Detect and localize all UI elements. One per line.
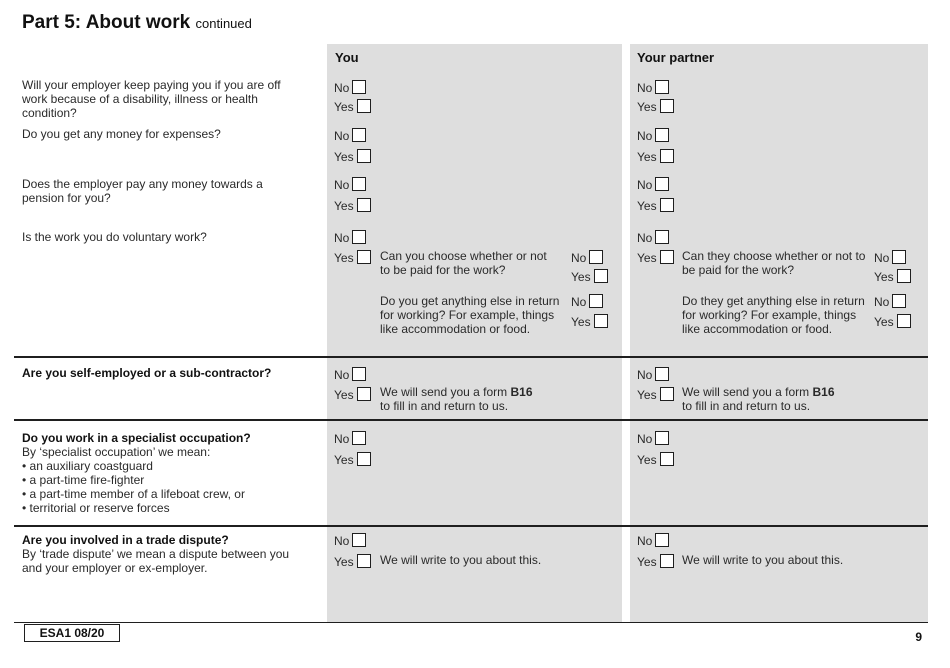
partner-column-header: Your partner [637,50,715,65]
q4a-you-yes[interactable]: Yes [571,269,608,284]
q3-you-yes[interactable]: Yes [334,198,371,213]
checkbox[interactable] [352,128,366,142]
partner-choose-paid-question: Can they choose whether or not to be paid for the work? [682,249,866,277]
section-divider [14,525,928,527]
question-specialist-title: Do you work in a specialist occupation? [22,431,251,445]
q1-partner-no[interactable]: No [637,80,669,95]
you-anything-else-question: Do you get anything else in return for working? For example, things like accommodation or food. [380,294,560,336]
page-title [22,12,252,34]
specialist-list [22,459,312,515]
page-title-text: Part 5: About work [22,12,191,33]
checkbox[interactable] [589,250,603,264]
q7-partner-yes[interactable]: Yes [637,554,674,569]
checkbox[interactable] [655,128,669,142]
q3-you-no[interactable]: No [334,177,366,192]
q7-you-no[interactable]: No [334,533,366,548]
checkbox[interactable] [357,149,371,163]
you-choose-paid-question: Can you choose whether or not to be paid for the work? [380,249,547,277]
page-number: 9 [915,630,922,644]
question-voluntary: Is the work you do voluntary work? [22,230,207,244]
checkbox[interactable] [897,269,911,283]
checkbox[interactable] [660,554,674,568]
checkbox[interactable] [655,230,669,244]
checkbox[interactable] [655,177,669,191]
form-code: ESA1 08/20 [24,624,120,642]
checkbox[interactable] [352,177,366,191]
q4-partner-yes[interactable]: Yes [637,250,674,265]
checkbox[interactable] [357,99,371,113]
checkbox[interactable] [655,367,669,381]
q5-you-yes[interactable]: Yes [334,387,371,402]
q4b-you-yes[interactable]: Yes [571,314,608,329]
checkbox[interactable] [589,294,603,308]
checkbox[interactable] [660,452,674,466]
checkbox[interactable] [660,198,674,212]
question-keep-paying: Will your employer keep paying you if you are off work because of a disability, illness or health condition? [22,78,281,120]
question-trade-dispute-text: By ‘trade dispute’ we mean a dispute between you and your employer or ex-employer. [22,547,290,575]
q6-you-yes[interactable]: Yes [334,452,371,467]
q4a-partner-yes[interactable]: Yes [874,269,911,284]
checkbox[interactable] [357,452,371,466]
q5-you-no[interactable]: No [334,367,366,382]
partner-b16-note: We will send you a form B16 to fill in and return to us. [682,385,835,413]
checkbox[interactable] [352,80,366,94]
checkbox[interactable] [352,533,366,547]
checkbox[interactable] [655,533,669,547]
you-column-header: You [335,50,359,65]
checkbox[interactable] [655,431,669,445]
checkbox[interactable] [352,367,366,381]
checkbox[interactable] [660,149,674,163]
checkbox[interactable] [892,250,906,264]
checkbox[interactable] [660,387,674,401]
checkbox[interactable] [357,250,371,264]
q5-partner-yes[interactable]: Yes [637,387,674,402]
checkbox[interactable] [352,431,366,445]
q1-you-no[interactable]: No [334,80,366,95]
partner-dispute-note: We will write to you about this. [682,553,844,567]
you-b16-note: We will send you a form B16 to fill in and return to us. [380,385,533,413]
checkbox[interactable] [357,554,371,568]
list-item: • a part-time fire-fighter [22,473,312,487]
question-pension: Does the employer pay any money towards a pension for you? [22,177,263,205]
q1-you-yes[interactable]: Yes [334,99,371,114]
q7-you-yes[interactable]: Yes [334,554,371,569]
question-self-employed: Are you self-employed or a sub-contractor? [22,366,272,380]
list-item: • an auxiliary coastguard [22,459,312,473]
list-item: • a part-time member of a lifeboat crew, or [22,487,312,501]
q4-partner-no[interactable]: No [637,230,669,245]
checkbox[interactable] [655,80,669,94]
checkbox[interactable] [594,314,608,328]
q4b-partner-no[interactable]: No [874,294,906,309]
question-trade-dispute-title: Are you involved in a trade dispute? [22,533,229,547]
bottom-rule [14,622,928,623]
question-trade-dispute [22,533,312,575]
q3-partner-no[interactable]: No [637,177,669,192]
question-specialist-intro: By ‘specialist occupation’ we mean: [22,445,211,459]
list-item: • territorial or reserve forces [22,501,312,515]
checkbox[interactable] [892,294,906,308]
question-expenses: Do you get any money for expenses? [22,127,221,141]
checkbox[interactable] [897,314,911,328]
q2-partner-yes[interactable]: Yes [637,149,674,164]
q6-you-no[interactable]: No [334,431,366,446]
q3-partner-yes[interactable]: Yes [637,198,674,213]
section-divider [14,419,928,421]
q5-partner-no[interactable]: No [637,367,669,382]
q6-partner-yes[interactable]: Yes [637,452,674,467]
q4a-partner-no[interactable]: No [874,250,906,265]
checkbox[interactable] [352,230,366,244]
checkbox[interactable] [660,250,674,264]
q7-partner-no[interactable]: No [637,533,669,548]
checkbox[interactable] [594,269,608,283]
q2-you-no[interactable]: No [334,128,366,143]
q6-partner-no[interactable]: No [637,431,669,446]
section-divider [14,356,928,358]
q1-partner-yes[interactable]: Yes [637,99,674,114]
partner-anything-else-question: Do they get anything else in return for working? For example, things like accommodation or food. [682,294,865,336]
q4a-you-no[interactable]: No [571,250,603,265]
question-specialist [22,431,312,515]
checkbox[interactable] [357,387,371,401]
q4b-you-no[interactable]: No [571,294,603,309]
q4-you-yes[interactable]: Yes [334,250,371,265]
q2-you-yes[interactable]: Yes [334,149,371,164]
page-title-continued: continued [195,16,252,31]
q2-partner-no[interactable]: No [637,128,669,143]
checkbox[interactable] [660,99,674,113]
checkbox[interactable] [357,198,371,212]
q4-you-no[interactable]: No [334,230,366,245]
q4b-partner-yes[interactable]: Yes [874,314,911,329]
you-dispute-note: We will write to you about this. [380,553,542,567]
